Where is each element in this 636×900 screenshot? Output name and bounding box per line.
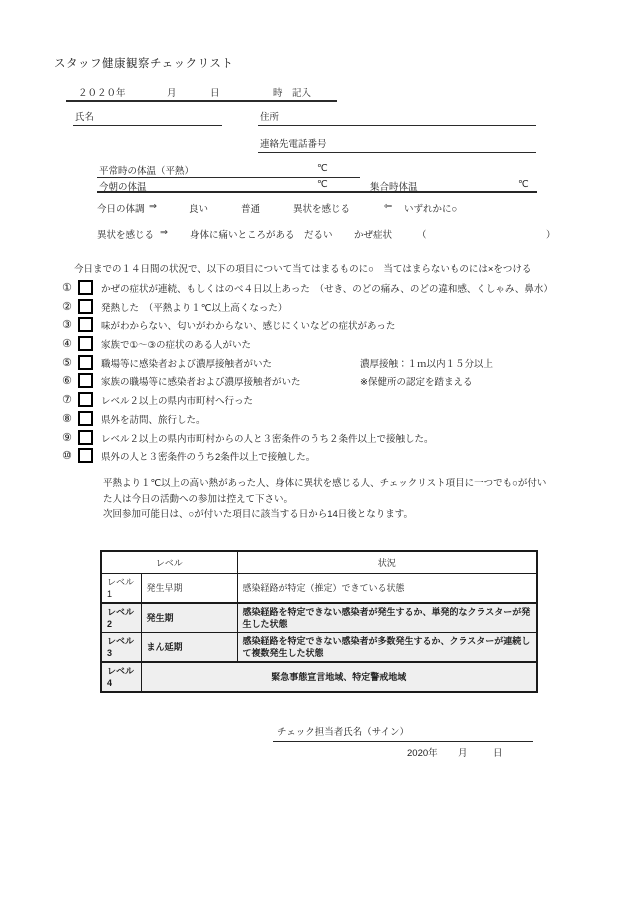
- address-label: 住所: [260, 112, 280, 123]
- right-arrow-icon: ⇒: [160, 227, 168, 238]
- entry-year-label: ２０２０年: [78, 88, 126, 99]
- item-number: ⑦: [62, 394, 72, 406]
- level-cell: レベル3: [101, 633, 141, 663]
- item-text: 家族で①～③の症状のある人がいた: [101, 340, 252, 351]
- normal-temp-unit: ℃: [317, 163, 328, 174]
- normal-temp-label: 平常時の体温（平熱）: [99, 166, 195, 177]
- morning-temp-label: 今朝の体温: [99, 182, 147, 193]
- item-number: ⑩: [62, 450, 72, 462]
- level-cell: レベル1: [101, 574, 141, 604]
- condition-instruction: いずれかに○: [404, 204, 458, 215]
- status-cell: 感染経路を特定できない感染者が発生するか、単発的なクラスターが発生した状態: [237, 603, 537, 633]
- item-text: レベル２以上の県内市町村へ行った: [101, 396, 254, 407]
- checkbox[interactable]: [78, 373, 93, 388]
- advisory-line: た人は今日の活動への参加は控えて下さい。: [103, 493, 294, 505]
- entry-time-label: 時 記入: [273, 88, 312, 99]
- meeting-temp-unit: ℃: [518, 179, 529, 190]
- checklist-item-4: [62, 336, 602, 352]
- item-number: ②: [62, 301, 72, 313]
- item-note: 濃厚接触：１ｍ以内１５分以上: [360, 359, 494, 370]
- meeting-temp-label: 集合時体温: [370, 182, 418, 193]
- phase-cell: 発生早期: [141, 574, 237, 604]
- checkbox[interactable]: [78, 448, 93, 463]
- table-row: [101, 662, 537, 692]
- morning-temp-field-line[interactable]: [97, 177, 537, 193]
- checklist-item-1: [62, 280, 602, 296]
- advisory-line: 平熱より１℃以上の高い熱があった人、身体に異状を感じる人、チェックリスト項目に一つでも○が付い: [103, 478, 547, 489]
- checkbox[interactable]: [78, 430, 93, 445]
- item-text: 職場等に感染者および濃厚接触者がいた: [101, 359, 273, 370]
- entry-month-label: 月: [167, 88, 177, 99]
- status-header-cell: 状況: [237, 551, 537, 574]
- morning-temp-unit: ℃: [317, 179, 328, 190]
- checklist-item-2: [62, 299, 602, 315]
- entry-day-label: 日: [210, 88, 220, 99]
- paren-open: （: [417, 230, 427, 241]
- item-number: ③: [62, 319, 72, 331]
- signer-field-line[interactable]: [273, 722, 533, 742]
- footer-date: [407, 745, 527, 759]
- item-text: かぜの症状が連続、もしくはのべ４日以上あった （せき、のどの痛み、のどの違和感、くしゃみ、鼻水）: [101, 284, 553, 295]
- checkbox[interactable]: [78, 392, 93, 407]
- item-number: ①: [62, 282, 72, 294]
- right-arrow-icon: ⇒: [149, 201, 157, 212]
- abnormal-option-cold[interactable]: かぜ症状: [354, 230, 393, 241]
- item-text: 県外の人と３密条件のうち2条件以上で接触した。: [101, 452, 316, 463]
- item-text: 発熱した （平熱より１℃以上高くなった）: [101, 303, 288, 314]
- level-cell: レベル2: [101, 603, 141, 633]
- abnormal-row: [97, 227, 567, 241]
- checklist-item-10: [62, 448, 602, 464]
- item-number: ⑥: [62, 375, 72, 387]
- checkbox[interactable]: [78, 317, 93, 332]
- level-table: [100, 550, 538, 693]
- table-row: [101, 574, 537, 604]
- item-number: ⑨: [62, 432, 72, 444]
- item-text: 味がわからない、匂いがわからない、感じにくいなどの症状があった: [101, 321, 396, 332]
- checkbox[interactable]: [78, 355, 93, 370]
- item-text: レベル２以上の県内市町村からの人と３密条件のうち２条件以上で接触した。: [101, 434, 434, 445]
- item-number: ⑤: [62, 357, 72, 369]
- status-cell: 緊急事態宣言地域、特定警戒地域: [141, 662, 537, 692]
- checklist-item-8: [62, 411, 602, 427]
- signer-label: チェック担当者氏名（サイン）: [277, 727, 410, 738]
- checklist-heading: 今日までの１４日間の状況で、以下の項目について当てはまるものに○ 当てはまらないものには×をつける: [74, 264, 532, 275]
- condition-option-good[interactable]: 良い: [189, 204, 209, 215]
- table-row: [101, 633, 537, 663]
- normal-temp-field-line[interactable]: [97, 161, 360, 178]
- checkbox[interactable]: [78, 336, 93, 351]
- level-cell: レベル4: [101, 662, 141, 692]
- checklist-item-7: [62, 392, 602, 408]
- item-note: ※保健所の認定を踏まえる: [360, 377, 473, 388]
- address-field-line[interactable]: [258, 107, 536, 126]
- abnormal-option-pain[interactable]: 身体に痛いところがある: [190, 230, 295, 241]
- phone-field-line[interactable]: [258, 134, 536, 153]
- advisory-paragraph: [103, 476, 563, 523]
- condition-label: 今日の体調: [97, 204, 145, 215]
- phase-cell: 発生期: [141, 603, 237, 633]
- abnormal-option-tired[interactable]: だるい: [304, 230, 333, 241]
- footer-month-label: 月: [458, 748, 468, 759]
- left-arrow-icon: ⇦: [384, 201, 392, 212]
- condition-row: [97, 201, 567, 215]
- name-label: 氏名: [75, 112, 95, 123]
- table-row: [101, 603, 537, 633]
- status-cell: 感染経路が特定（推定）できている状態: [237, 574, 537, 604]
- checkbox[interactable]: [78, 299, 93, 314]
- checkbox[interactable]: [78, 280, 93, 295]
- advisory-line: 次回参加可能日は、○が付いた項目に該当する日から14日後となります。: [103, 509, 414, 520]
- condition-option-normal[interactable]: 普通: [241, 204, 261, 215]
- phase-cell: まん延期: [141, 633, 237, 663]
- paren-close: ）: [546, 230, 556, 241]
- item-text: 家族の職場等に感染者および濃厚接触者がいた: [101, 377, 301, 388]
- checklist-item-3: [62, 317, 602, 333]
- abnormal-label: 異状を感じる: [97, 230, 155, 241]
- level-header-cell: レベル: [101, 551, 237, 574]
- footer-year-label: 2020年: [407, 748, 438, 759]
- item-text: 県外を訪問、旅行した。: [101, 415, 206, 426]
- entry-date-line[interactable]: [66, 83, 337, 102]
- item-number: ⑧: [62, 413, 72, 425]
- footer-day-label: 日: [493, 748, 503, 759]
- phone-label: 連絡先電話番号: [260, 139, 327, 150]
- checkbox[interactable]: [78, 411, 93, 426]
- checklist-item-5: [62, 355, 602, 371]
- checklist-item-9: [62, 430, 602, 446]
- level-table-header-row: [101, 551, 537, 574]
- checklist-item-6: [62, 373, 602, 389]
- condition-option-abnormal[interactable]: 異状を感じる: [293, 204, 351, 215]
- page-title: スタッフ健康観察チェックリスト: [54, 58, 234, 70]
- name-field-line[interactable]: [73, 107, 222, 126]
- item-number: ④: [62, 338, 72, 350]
- status-cell: 感染経路を特定できない感染者が多数発生するか、クラスターが連続して複数発生した状態: [237, 633, 537, 663]
